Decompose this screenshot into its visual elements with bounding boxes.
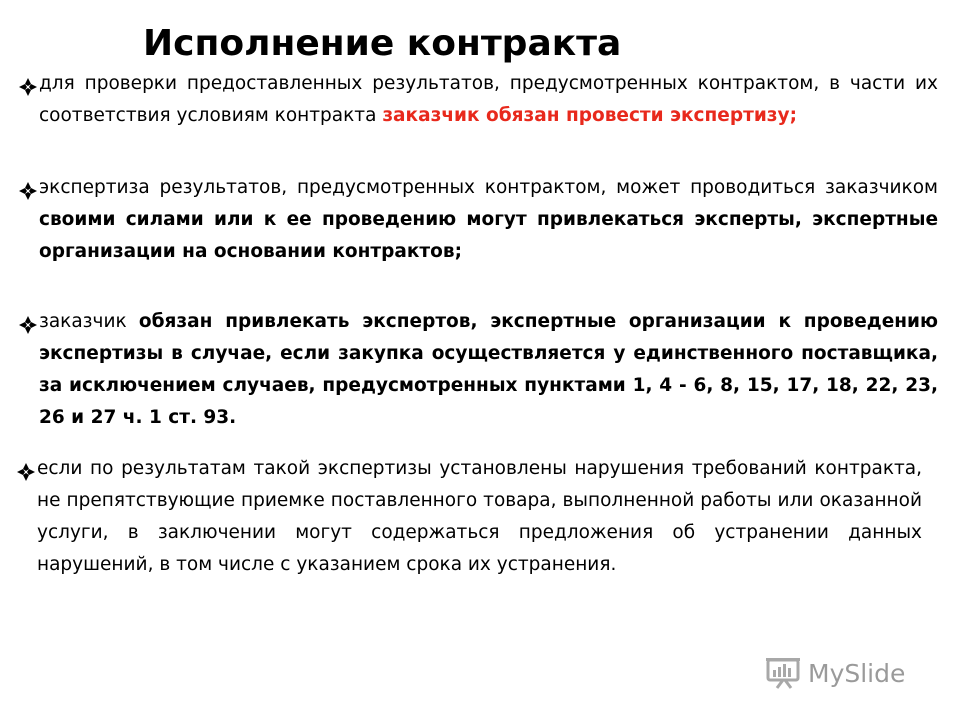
bullet-text-3 <box>39 306 938 434</box>
bullet-2-bold: своими силами или к ее проведению могут привлекаться эксперты, экспертные организации на основании контрактов; <box>39 209 938 262</box>
slide-title: Исполнение контракта <box>143 23 622 64</box>
bullet-item-1 <box>18 68 938 132</box>
diamond-bullet-icon <box>18 181 38 201</box>
bullet-item-4 <box>16 453 922 581</box>
bullet-2-part-1: экспертиза результатов, предусмотренных контрактом, может проводиться заказчиком <box>39 177 938 198</box>
bullet-text-4 <box>37 453 922 581</box>
bullet-3-bold: обязан привлекать экспертов, экспертные организации к проведению экспертизы в случае, если закупка осуществляется у единственного поставщика, за исключением случаев, предусмотренных пунктами 1, 4 - 6, 8, 15, 17, 18, 22, 23, 26 и 27 ч. 1 ст. 93. <box>39 311 938 428</box>
presentation-board-icon <box>766 657 802 689</box>
bullet-1-part-1: для проверки предоставленных результатов, предусмотренных контрактом, в части их соответствия условиям контракта <box>39 73 938 126</box>
bullet-4-part-1: если по результатам такой экспертизы установлены нарушения требований контракта, не препятствующие приемке поставленного товара, выполненной работы или оказанной услуги, в заключении могут содержаться предложения об устранении данных нарушений, в том числе с указанием срока их устранения. <box>37 458 922 575</box>
bullet-1-highlight: заказчик обязан провести экспертизу; <box>382 105 797 126</box>
bullet-3-part-1: заказчик <box>39 311 139 332</box>
diamond-bullet-icon <box>18 77 38 97</box>
bullet-text-2 <box>39 172 938 268</box>
watermark-text: MySlide <box>808 658 906 688</box>
diamond-bullet-icon <box>16 462 36 482</box>
bullet-item-2 <box>18 172 938 268</box>
myslide-watermark <box>766 655 905 691</box>
bullet-text-1 <box>39 68 938 132</box>
bullet-item-3 <box>18 306 938 434</box>
diamond-bullet-icon <box>18 315 38 335</box>
